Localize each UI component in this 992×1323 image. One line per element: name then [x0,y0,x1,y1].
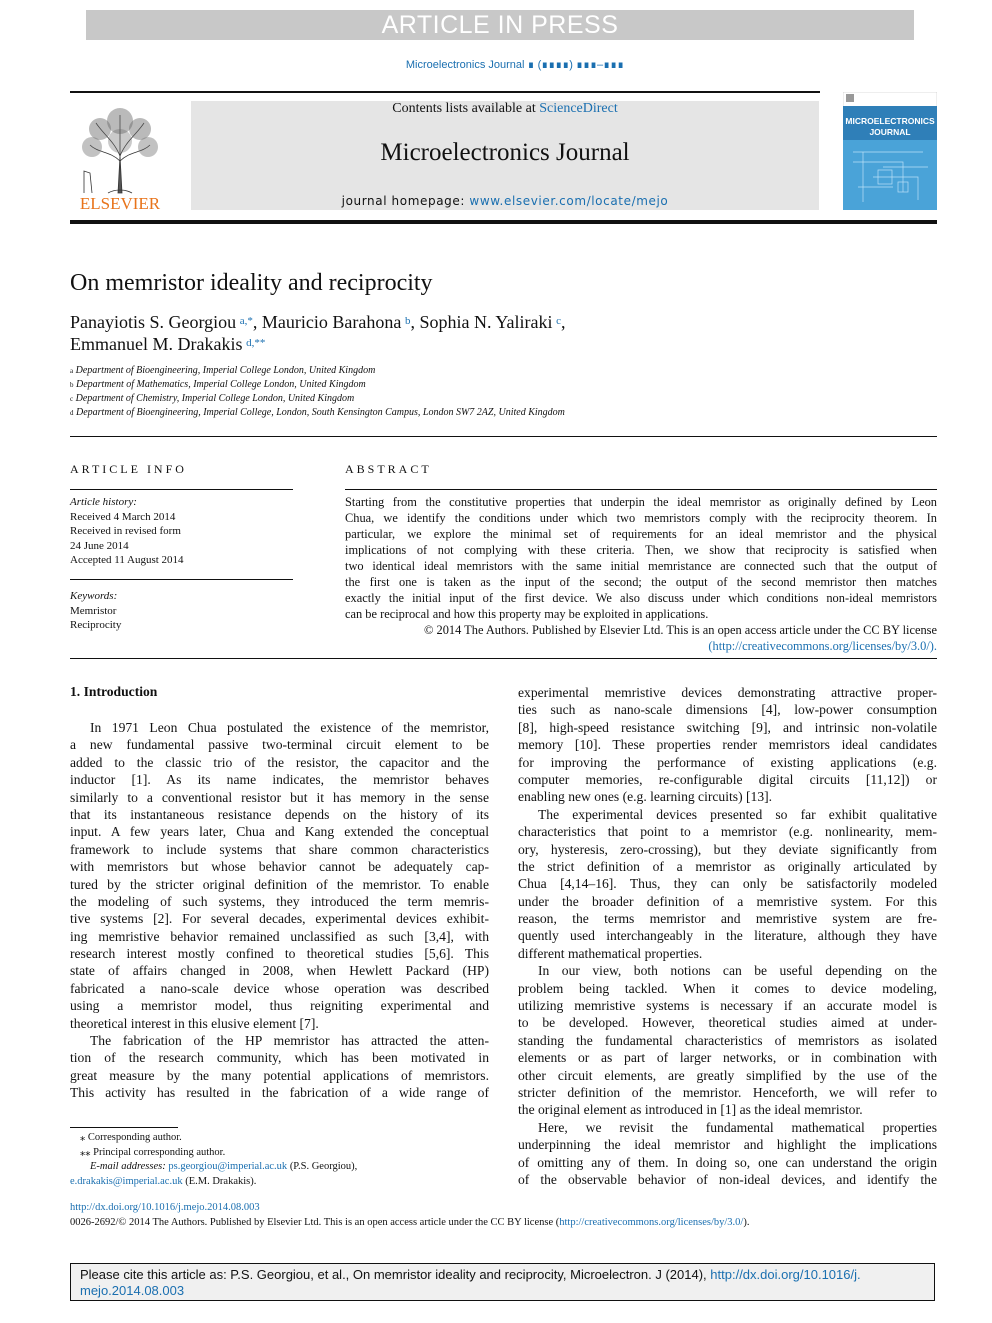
history-item: Received in revised form [70,525,181,537]
email-owner: (P.S. Georgiou), [287,1161,358,1172]
footnotes: ⁎ Corresponding author. ⁎⁎ Principal corresponding author. E-mail addresses: ps.georgiou@imperial.ac.uk (P.S. Georgiou), e.drakakis@imperial.ac.uk (E.M. Drakakis). [70,1132,358,1187]
email-link[interactable]: e.drakakis@imperial.ac.uk [70,1175,183,1187]
body-text-line: In our view, both notions can be useful depending on the [538,963,937,979]
body-text-line: Here, we revisit the fundamental mathematical properties [538,1119,937,1135]
abstract-copyright [345,622,937,654]
body-text-line: elements or as part of larger networks, or in combination with [518,1050,937,1066]
abstract-line: particular, we explore the minimal set of requirements for an ideal memristor and the physical [345,527,937,541]
journal-homepage-line [191,194,819,208]
body-text-line: tive systems [2]. For several decades, experimental devices exhibit- [70,911,489,927]
homepage-link[interactable]: www.elsevier.com/locate/mejo [469,194,669,208]
body-text-line: the modeling of such systems, they introduced the term memris- [70,893,489,909]
body-text-line: memory [10]. These properties render memristors ideal candidates [518,737,937,753]
body-text-line: computer memories, re-configurable digital circuits [11,12]) or [518,771,937,787]
body-text-line: standing the fundamental characteristics of memristors as isolated [518,1032,937,1048]
body-text-line: using a memristor model, thus reigniting experimental and [70,998,489,1014]
journal-reference-link[interactable]: Microelectronics Journal ∎ (∎∎∎∎) ∎∎∎–∎∎∎ [405,59,625,71]
article-history [70,495,184,568]
body-text-line: a new fundamental passive two-terminal circuit element to be [70,737,489,753]
article-title: On memristor ideality and reciprocity [70,270,433,296]
citation-doi-link[interactable]: http://dx.doi.org/10.1016/j. [710,1267,861,1282]
body-text-line: The experimental devices presented so far exhibit qualitative [538,806,937,822]
journal-title: Microelectronics Journal [380,139,630,166]
body-text-line: ing memristive behavior remained unclassified as such [3,4], with [70,928,489,944]
doi-link[interactable]: http://dx.doi.org/10.1016/j.mejo.2014.08.003 [70,1202,260,1213]
body-text-line: reason, the terms memristor and memristive system are fre- [518,911,937,927]
body-text-line: ties such as nano-scale dimensions [4], low-power consumption [518,702,937,718]
body-column-left [70,719,489,1102]
history-item: 24 June 2014 [70,539,129,552]
body-text-line: theoretical interest in this elusive element [7]. [70,1015,319,1031]
divider [70,579,293,580]
history-item: Accepted 11 August 2014 [70,554,184,566]
body-text-line: with memristors but whose behavior cannot be adequately cap- [70,859,489,875]
abstract-line: can be reciprocal and how this property may be exploited in applications. [345,607,709,621]
body-text-line: utilizing memristive systems is necessary if an accurate model is [518,998,937,1014]
email-label: E-mail addresses: [90,1161,169,1172]
homepage-prefix: journal homepage: [341,194,470,208]
article-in-press-banner: ARTICLE IN PRESS [86,10,914,40]
affiliation-item: $^d$ Department of Bioengineering, Imperial College, London, South Kensington Campus, London SW7 2AZ, United Kingdom [70,407,565,418]
body-text-line: Chua [4,14–16]. Thus, they can only be satisfactorily modeled [518,876,937,892]
footnote-corresponding: Corresponding author. [87,1132,182,1143]
elsevier-logo[interactable] [70,101,170,211]
body-text-line: of omitting any of them. In doing so, one can understand the origin [518,1154,937,1170]
issn-line: 0026-2692/© 2014 The Authors. Published by Elsevier Ltd. This is an open access article under the CC BY license ( [70,1216,560,1228]
body-text-line: research interest mostly confined to theoretical studies [5,6]. This [70,946,489,962]
divider [345,489,937,490]
author-list: Panayiotis S. Georgiou $^{a,*}$, Mauricio Barahona $^b$, Sophia N. Yaliraki $^c$, Emmanuel M. Drakakis $^{d,**}$ [70,312,566,354]
body-text-line: experimental memristive devices demonstrating attractive proper- [518,685,937,700]
copyright-line: © 2014 The Authors. Published by Elsevier Ltd. This is an open access article under the CC BY license [424,623,937,637]
history-item: Received 4 March 2014 [70,510,176,523]
body-text-line: fabricated a nano-scale device whose operation was described [70,980,489,996]
body-text-line: different mathematical properties. [518,945,703,961]
body-text-line: added to the classic trio of the resistor, the capacitor and the [70,754,489,770]
body-text-line: tured by the stricter original definition of the memristor. To enable [70,876,489,892]
body-text-line: under the broader definition of a memristive system. For this [518,893,937,909]
abstract-line: the first one is taken as the input of the second; the output of the second memristor then matches [345,575,937,589]
body-text-line: inductor [1]. As its name indicates, the memristor behaves [70,772,489,788]
body-text-line: enabling new ones (e.g. learning circuits) [13]. [518,789,773,805]
body-text-line: great measure by the many potential applications of memristors. [70,1067,489,1083]
body-text-line: [8], high-speed resistance switching [9], and intrinsic non-volatile [518,719,937,735]
author-affil-marker[interactable]: d,** [246,337,266,349]
body-text-line: framework to include systems that share common characteristics [70,841,489,857]
divider [70,436,937,437]
license-link[interactable]: http://creativecommons.org/licenses/by/3.0/ [559,1216,744,1228]
body-text-line: characteristics that point to a memristor (e.g. nonlinearity, mem- [518,824,937,840]
body-text-line: problem being tackled. When it comes to device modeling, [518,980,937,996]
author-affil-marker[interactable]: c [556,315,561,327]
body-text-line: quently used interchangeably in the literature, although they have [518,928,937,944]
divider [70,658,937,659]
elsevier-wordmark: ELSEVIER [79,194,161,211]
body-text-line: for improving the performance of existing applications (e.g. [518,754,937,770]
abstract-line: two identical ideal memristors with the same initial memristance are connected such that the output of [345,559,937,573]
author-affil-marker[interactable]: a,* [239,315,253,327]
divider [70,489,293,490]
body-text-line: This activity has resulted in the fabrication of a wide range of [70,1085,489,1101]
author-name: Sophia N. Yaliraki [419,312,553,332]
affiliation-item: $^c$ Department of Chemistry, Imperial College London, United Kingdom [70,393,355,404]
cover-image [843,92,937,210]
abstract-heading: ABSTRACT [345,462,432,476]
body-text-line: of the observable behavior of non-ideal devices, and identify the [518,1171,937,1187]
abstract-line: exactly the initial input of the first device. We also discuss under which conditions non-ideal memristors [345,591,937,605]
contents-line [191,101,819,117]
contents-prefix: Contents lists available at [392,101,540,116]
license-link[interactable]: (http://creativecommons.org/licenses/by/3.0/). [708,639,937,653]
body-text-line: underpinning the ideal memristor and highlight the implications [518,1137,937,1153]
history-label: Article history: [70,496,137,508]
affiliation-item: $^b$ Department of Mathematics, Imperial College London, United Kingdom [70,379,366,390]
cover-title-2: JOURNAL [869,127,911,137]
body-text-line: input. A few years later, Chua and Kang extended the conceptual [70,824,489,840]
citation-text: Please cite this article as: P.S. Georgiou, et al., On memristor ideality and reciprocity, Microelectron. J (2014), [80,1267,711,1282]
body-text-line: The fabrication of the HP memristor has attracted the atten- [90,1033,489,1049]
author-name: Panayiotis S. Georgiou [70,312,237,332]
author-name: Mauricio Barahona [261,312,402,332]
keywords [70,589,121,633]
article-doi-block: http://dx.doi.org/10.1016/j.mejo.2014.08.003 0026-2692/© 2014 The Authors. Published by Elsevier Ltd. This is an open access article under the CC BY license (http://creativecommons.org/licenses/by/3.0/). [70,1202,750,1228]
citation-box [70,1263,935,1301]
footnote-rule [70,1127,178,1128]
elsevier-tree-icon [70,101,170,211]
body-column-right [518,684,937,1188]
body-text-line: similarly to a conventional resistor but it has memory in the sense [70,789,489,805]
citation-doi-link[interactable]: mejo.2014.08.003 [80,1283,185,1298]
header-top-rule [70,91,820,93]
abstract-line: Starting from the constitutive properties that underpin the ideal memristor as originally defined by Leon [345,495,937,509]
abstract-text [345,494,937,622]
body-text-line: that its instantaneous resistance depends on the history of its [70,806,489,822]
email-owner: (E.M. Drakakis). [182,1175,257,1187]
article-info-heading: ARTICLE INFO [70,462,187,476]
sciencedirect-link[interactable]: ScienceDirect [539,101,618,116]
email-link[interactable]: ps.georgiou@imperial.ac.uk [168,1161,288,1172]
body-text-line: stricter definition of the memristor. Henceforth, we will refer to [518,1084,937,1100]
keyword: Memristor [70,604,117,617]
body-text-line: other circuit elements, are greatly simplified by the use of the [518,1067,937,1083]
affiliations [70,364,565,420]
body-text-line: state of affairs changed in 2008, when Hewlett Packard (HP) [70,963,489,979]
keywords-label: Keywords: [70,590,118,602]
abstract-line: implications of not complying with these criteria. Then, we show that reciprocity is satisfied when [345,543,937,557]
affiliation-item: $^a$ Department of Bioengineering, Imperial College London, United Kingdom [70,365,376,376]
journal-cover-thumbnail[interactable] [843,92,937,210]
body-text-line: tion of the research community, which has been motivated in [70,1050,489,1066]
body-text-line: the strict definition of a memristor as originally articulated by [518,858,937,874]
keyword: Reciprocity [70,619,122,631]
footnote-principal: Principal corresponding author. [93,1146,226,1158]
abstract-line: Chua, we identify the conditions under which two memristors comply with the reciprocity theorem. In [345,511,937,525]
cover-title-1: MICROELECTRONICS [845,116,935,126]
section-heading-introduction: 1. Introduction [70,684,158,699]
author-name: Emmanuel M. Drakakis [70,334,243,354]
header-bottom-rule [70,220,937,224]
body-text-line: In 1971 Leon Chua postulated the existence of the memristor, [90,720,489,735]
body-text-line: the original element as introduced in [1] as the ideal memristor. [518,1102,863,1118]
body-text-line: to be developed. However, theoretical studies aimed at under- [518,1015,937,1031]
author-affil-marker[interactable]: b [404,315,411,327]
body-text-line: ory, hysteresis, zero-crossing), but they deviate significantly from [518,841,937,857]
